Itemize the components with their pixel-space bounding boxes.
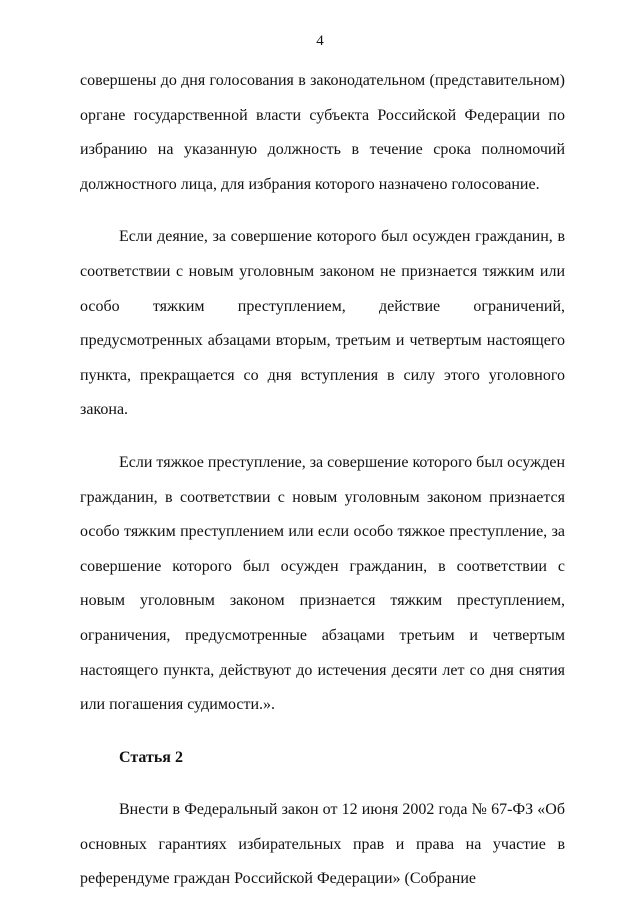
paragraph-grave-crime-reclassified: Если тяжкое преступление, за совершение которого был осужден гражданин, в соответствии с новым уголовным законом признается особо тяжким преступлением или если особо тяжкое преступление, за совершение которого был осужден гражданин, в соответствии с новым уголовным законом признается тяжким преступлением, ограничения, предусмотренные абзацами третьим и четвертым настоящего пункта, действуют до истечения десяти лет со дня снятия или погашения судимости.». xyxy=(80,453,565,714)
page-number: 4 xyxy=(316,33,324,49)
article-heading: Статья 2 xyxy=(119,748,183,766)
paragraph-gap xyxy=(80,202,565,220)
paragraph-gap xyxy=(80,428,565,446)
document-body xyxy=(80,64,565,897)
paragraph-deed-not-grave: Если деяние, за совершение которого был осужден гражданин, в соответствии с новым уголовным законом не признается тяжким или особо тяжким преступлением, действие ограничений, предусмотренных абзацами вторым, третьим и четвертым настоящего пункта, прекращается со дня вступления в силу этого уголовного закона. xyxy=(80,228,565,419)
paragraph-gap xyxy=(80,723,565,741)
paragraph-gap xyxy=(80,775,565,793)
paragraph-amend-federal-law: Внести в Федеральный закон от 12 июня 2002 года № 67-ФЗ «Об основных гарантиях избирательных прав и права на участие в референдуме граждан Российской Федерации» (Собрание xyxy=(80,801,565,888)
paragraph-continuation: совершены до дня голосования в законодательном (представительном) органе государственной власти субъекта Российской Федерации по избранию на указанную должность в течение срока полномочий должностного лица, для избрания которого назначено голосование. xyxy=(80,72,565,193)
